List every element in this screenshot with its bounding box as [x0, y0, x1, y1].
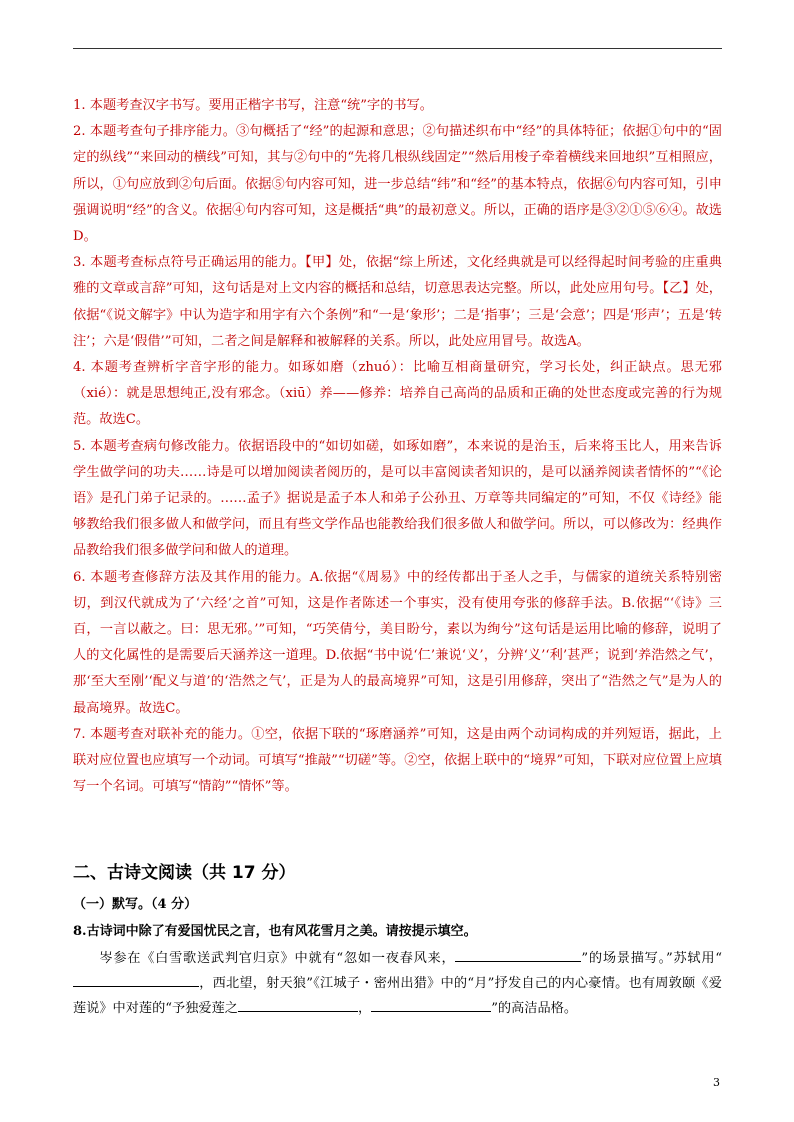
- section-title: 二、古诗文阅读（共 17 分）: [73, 863, 296, 883]
- body-text-2: ”的场景描写。”苏轼用“: [581, 951, 723, 966]
- answer-6: 6. 本题考查修辞方法及其作用的能力。A.依据“《周易》中的经传都出于圣人之手，与儒家的道统关系特别密切，到汉代就成为了‘六经’之首”可知，这是作者陈述一个事实，没有使用夸张的修辞手法。B.依据“‘《诗》三百，一言以蔽之。曰：思无邪。’”可知，“巧笑倩兮，美目盼兮，素以为绚兮”这句话是运用比喻的修辞，说明了人的文化属性的是需要后天涵养这一道理。D.依据“书中说‘仁’兼说‘义’，分辨‘义’‘利’甚严；说到‘养浩然之气’，那‘至大至刚’‘配义与道’的‘浩然之气’，正是为人的最高境界”可知，这是引用修辞，突出了“浩然之气”是为人的最高境界。故选C。: [73, 569, 722, 716]
- answer-4: 4. 本题考查辨析字音字形的能力。如琢如磨（zhuó）：比喻互相商量研究，学习长处，纠正缺点。思无邪（xié）：就是思想纯正,没有邪念。（xiū）养——修养：培养自己高尚的品质和正确的处世态度或完善的行为规范。故选C。: [73, 360, 722, 428]
- fill-blank-1[interactable]: [455, 947, 581, 962]
- fill-blank-3[interactable]: [238, 997, 358, 1012]
- fill-blank-2[interactable]: [73, 972, 199, 987]
- answer-explanations: [73, 93, 722, 800]
- body-text-3: ，西北望，射天狼”《江城子・密州出猎》中的“月”抒发自己的内心豪情。也有周敦颐《爱莲说》中对莲的“予独爱莲之: [73, 976, 722, 1016]
- body-text-1: 岑参在《白雪歌送武判官归京》中就有“忽如一夜春风来，: [99, 951, 456, 966]
- answer-2: 2. 本题考查句子排序能力。③句概括了“经”的起源和意思；②句描述织布中“经”的具体特征；依据①句中的“固定的纵线”“来回动的横线”可知，其与②句中的“先将几根纵线固定”“然后用梭子牵着横线来回地织”互相照应，所以，①句应放到②句后面。依据⑤句内容可知，进一步总结“纬”和“经”的基本特点，依据⑥句内容可知，引申强调说明“经”的含义。依据④句内容可知，这是概括“典”的最初意义。所以，正确的语序是③②①⑤⑥④。故选D。: [73, 124, 722, 245]
- fill-blank-4[interactable]: [371, 997, 491, 1012]
- subsection-title: （一）默写。（4 分）: [73, 897, 198, 912]
- body-text-5: ”的高洁品格。: [491, 1001, 578, 1016]
- body-text-4: ，: [358, 1001, 372, 1016]
- question-8-body: [73, 946, 722, 1021]
- question-8: 8.古诗词中除了有爱国忧民之言，也有风花雪月之美。请按提示填空。: [73, 924, 477, 939]
- header-rule: [73, 48, 722, 49]
- answer-1: 1. 本题考查汉字书写。要用正楷字书写，注意“统”字的书写。: [73, 98, 433, 113]
- answer-5: 5. 本题考查病句修改能力。依据语段中的“如切如磋，如琢如磨”，本来说的是治玉，后来将玉比人，用来告诉学生做学问的功夫……诗是可以增加阅读者阅历的，是可以丰富阅读者知识的，是可以涵养阅读者情怀的”“《论语》是孔门弟子记录的。……孟子》据说是孟子本人和弟子公孙丑、万章等共同编定的”可知，不仅《诗经》能够教给我们很多做人和做学问，而且有些文学作品也能教给我们很多做人和做学问。所以，可以修改为：经典作品教给我们很多做学问和做人的道理。: [73, 438, 722, 559]
- answer-7: 7. 本题考查对联补充的能力。①空，依据下联的“琢磨涵养”可知，这是由两个动词构成的并列短语，据此，上联对应位置也应填写一个动词。可填写“推敲”“切磋”等。②空，依据上联中的“境界”可知，下联对应位置上应填写一个名词。可填写“情韵”“情怀”等。: [73, 726, 722, 795]
- answer-3: 3. 本题考查标点符号正确运用的能力。【甲】处，依据“综上所述，文化经典就是可以经得起时间考验的庄重典雅的文章或言辞”可知，这句话是对上文内容的概括和总结，切意思表达完整。所以，此处应用句号。【乙】处，依据“《说文解字》中认为造字和用字有六个条例”和“一是‘象形’；二是‘指事’；三是‘会意’；四是‘形声’；五是‘转注’；六是‘假借’”可知，二者之间是解释和被解释的关系。所以，此处应用冒号。故选A。: [73, 255, 722, 349]
- page-number: 3: [713, 1076, 720, 1089]
